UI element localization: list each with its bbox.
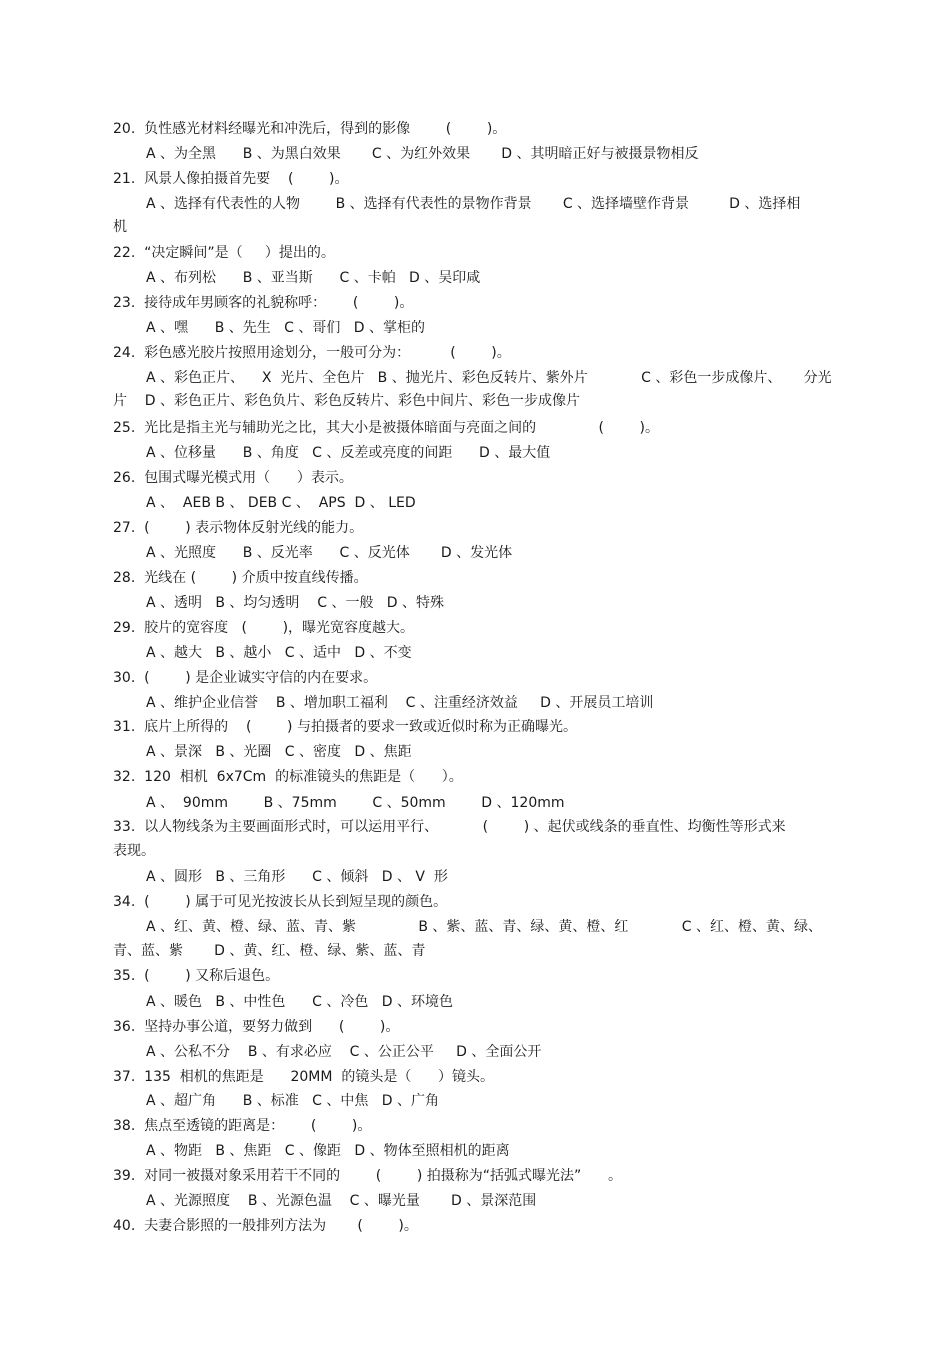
options-24-wrap: 片 D 、彩色正片、彩色负片、彩色反转片、彩色中间片、彩色一步成像片 xyxy=(113,393,581,409)
question-33-wrap: 表现。 xyxy=(113,843,155,859)
options-34-wrap: 青、蓝、紫 D 、黄、红、橙、绿、紫、蓝、青 xyxy=(113,943,426,959)
options-34: A 、红、黄、橙、绿、蓝、青、紫 B 、紫、蓝、青、绿、黄、橙、红 C 、红、橙、黄、绿、 xyxy=(146,919,823,935)
question-38: 38. 焦点至透镜的距离是： ( )。 xyxy=(113,1118,372,1134)
options-21-wrap: 机 xyxy=(113,219,127,235)
question-25: 25. 光比是指主光与辅助光之比，其大小是被摄体暗面与亮面之间的 ( )。 xyxy=(113,420,659,436)
options-32: A 、 90mm B 、75mm C 、50mm D 、120mm xyxy=(146,795,565,811)
options-26: A 、 AEB B 、 DEB C 、 APS D 、 LED xyxy=(146,495,416,511)
question-20: 20. 负性感光材料经曝光和冲洗后，得到的影像 ( )。 xyxy=(113,121,507,137)
question-26: 26. 包围式曝光模式用（ ）表示。 xyxy=(113,470,353,486)
options-39: A 、光源照度 B 、光源色温 C 、曝光量 D 、景深范围 xyxy=(146,1193,537,1209)
question-22: 22. “决定瞬间”是（ ）提出的。 xyxy=(113,245,335,261)
options-36: A 、公私不分 B 、有求必应 C 、公正公平 D 、全面公开 xyxy=(146,1044,542,1060)
question-33: 33. 以人物线条为主要画面形式时，可以运用平行、 ( ) 、起伏或线条的垂直性、均衡性等形式来 xyxy=(113,819,786,835)
options-31: A 、景深 B 、光圈 C 、密度 D 、焦距 xyxy=(146,744,412,760)
question-29: 29. 胶片的宽容度 ( )，曝光宽容度越大。 xyxy=(113,620,415,636)
question-24: 24. 彩色感光胶片按照用途划分，一般可分为： ( )。 xyxy=(113,345,511,361)
options-23: A 、嘿 B 、先生 C 、哥们 D 、掌柜的 xyxy=(146,320,425,336)
options-21: A 、选择有代表性的人物 B 、选择有代表性的景物作背景 C 、选择墙壁作背景 D 、选择相 xyxy=(146,196,801,212)
question-28: 28. 光线在 ( ) 介质中按直线传播。 xyxy=(113,570,368,586)
question-36: 36. 坚持办事公道，要努力做到 ( )。 xyxy=(113,1019,400,1035)
options-24: A 、彩色正片、 X 光片、全色片 B 、抛光片、彩色反转片、紫外片 C 、彩色一步成像片、 分光 xyxy=(146,370,832,386)
options-35: A 、暖色 B 、中性色 C 、冷色 D 、环境色 xyxy=(146,994,453,1010)
options-33: A 、圆形 B 、三角形 C 、倾斜 D 、 V 形 xyxy=(146,869,448,885)
question-31: 31. 底片上所得的 ( ) 与拍摄者的要求一致或近似时称为正确曝光。 xyxy=(113,719,577,735)
question-32: 32. 120 相机 6x7Cm 的标准镜头的焦距是（ ）。 xyxy=(113,769,463,785)
question-23: 23. 接待成年男顾客的礼貌称呼： ( )。 xyxy=(113,295,414,311)
question-39: 39. 对同一被摄对象采用若干不同的 ( ) 拍摄称为“括弧式曝光法” 。 xyxy=(113,1168,622,1184)
options-38: A 、物距 B 、焦距 C 、像距 D 、物体至照相机的距离 xyxy=(146,1143,510,1159)
question-35: 35. ( ) 又称后退色。 xyxy=(113,968,280,984)
question-21: 21. 风景人像拍摄首先要 ( )。 xyxy=(113,171,349,187)
options-25: A 、位移量 B 、角度 C 、反差或亮度的间距 D 、最大值 xyxy=(146,445,551,461)
options-29: A 、越大 B 、越小 C 、适中 D 、不变 xyxy=(146,645,412,661)
options-37: A 、超广角 B 、标准 C 、中焦 D 、广角 xyxy=(146,1093,439,1109)
options-28: A 、透明 B 、均匀透明 C 、一般 D 、特殊 xyxy=(146,595,445,611)
options-22: A 、布列松 B 、亚当斯 C 、卡帕 D 、吴印咸 xyxy=(146,270,481,286)
options-30: A 、维护企业信誉 B 、增加职工福利 C 、注重经济效益 D 、开展员工培训 xyxy=(146,695,654,711)
question-37: 37. 135 相机的焦距是 20MM 的镜头是（ ）镜头。 xyxy=(113,1069,495,1085)
options-20: A 、为全黑 B 、为黑白效果 C 、为红外效果 D 、其明暗正好与被摄景物相反 xyxy=(146,146,699,162)
question-27: 27. ( ) 表示物体反射光线的能力。 xyxy=(113,520,364,536)
question-34: 34. ( ) 属于可见光按波长从长到短呈现的颜色。 xyxy=(113,894,448,910)
question-40: 40. 夫妻合影照的一般排列方法为 ( )。 xyxy=(113,1218,418,1234)
question-30: 30. ( ) 是企业诚实守信的内在要求。 xyxy=(113,670,378,686)
options-27: A 、光照度 B 、反光率 C 、反光体 D 、发光体 xyxy=(146,545,513,561)
